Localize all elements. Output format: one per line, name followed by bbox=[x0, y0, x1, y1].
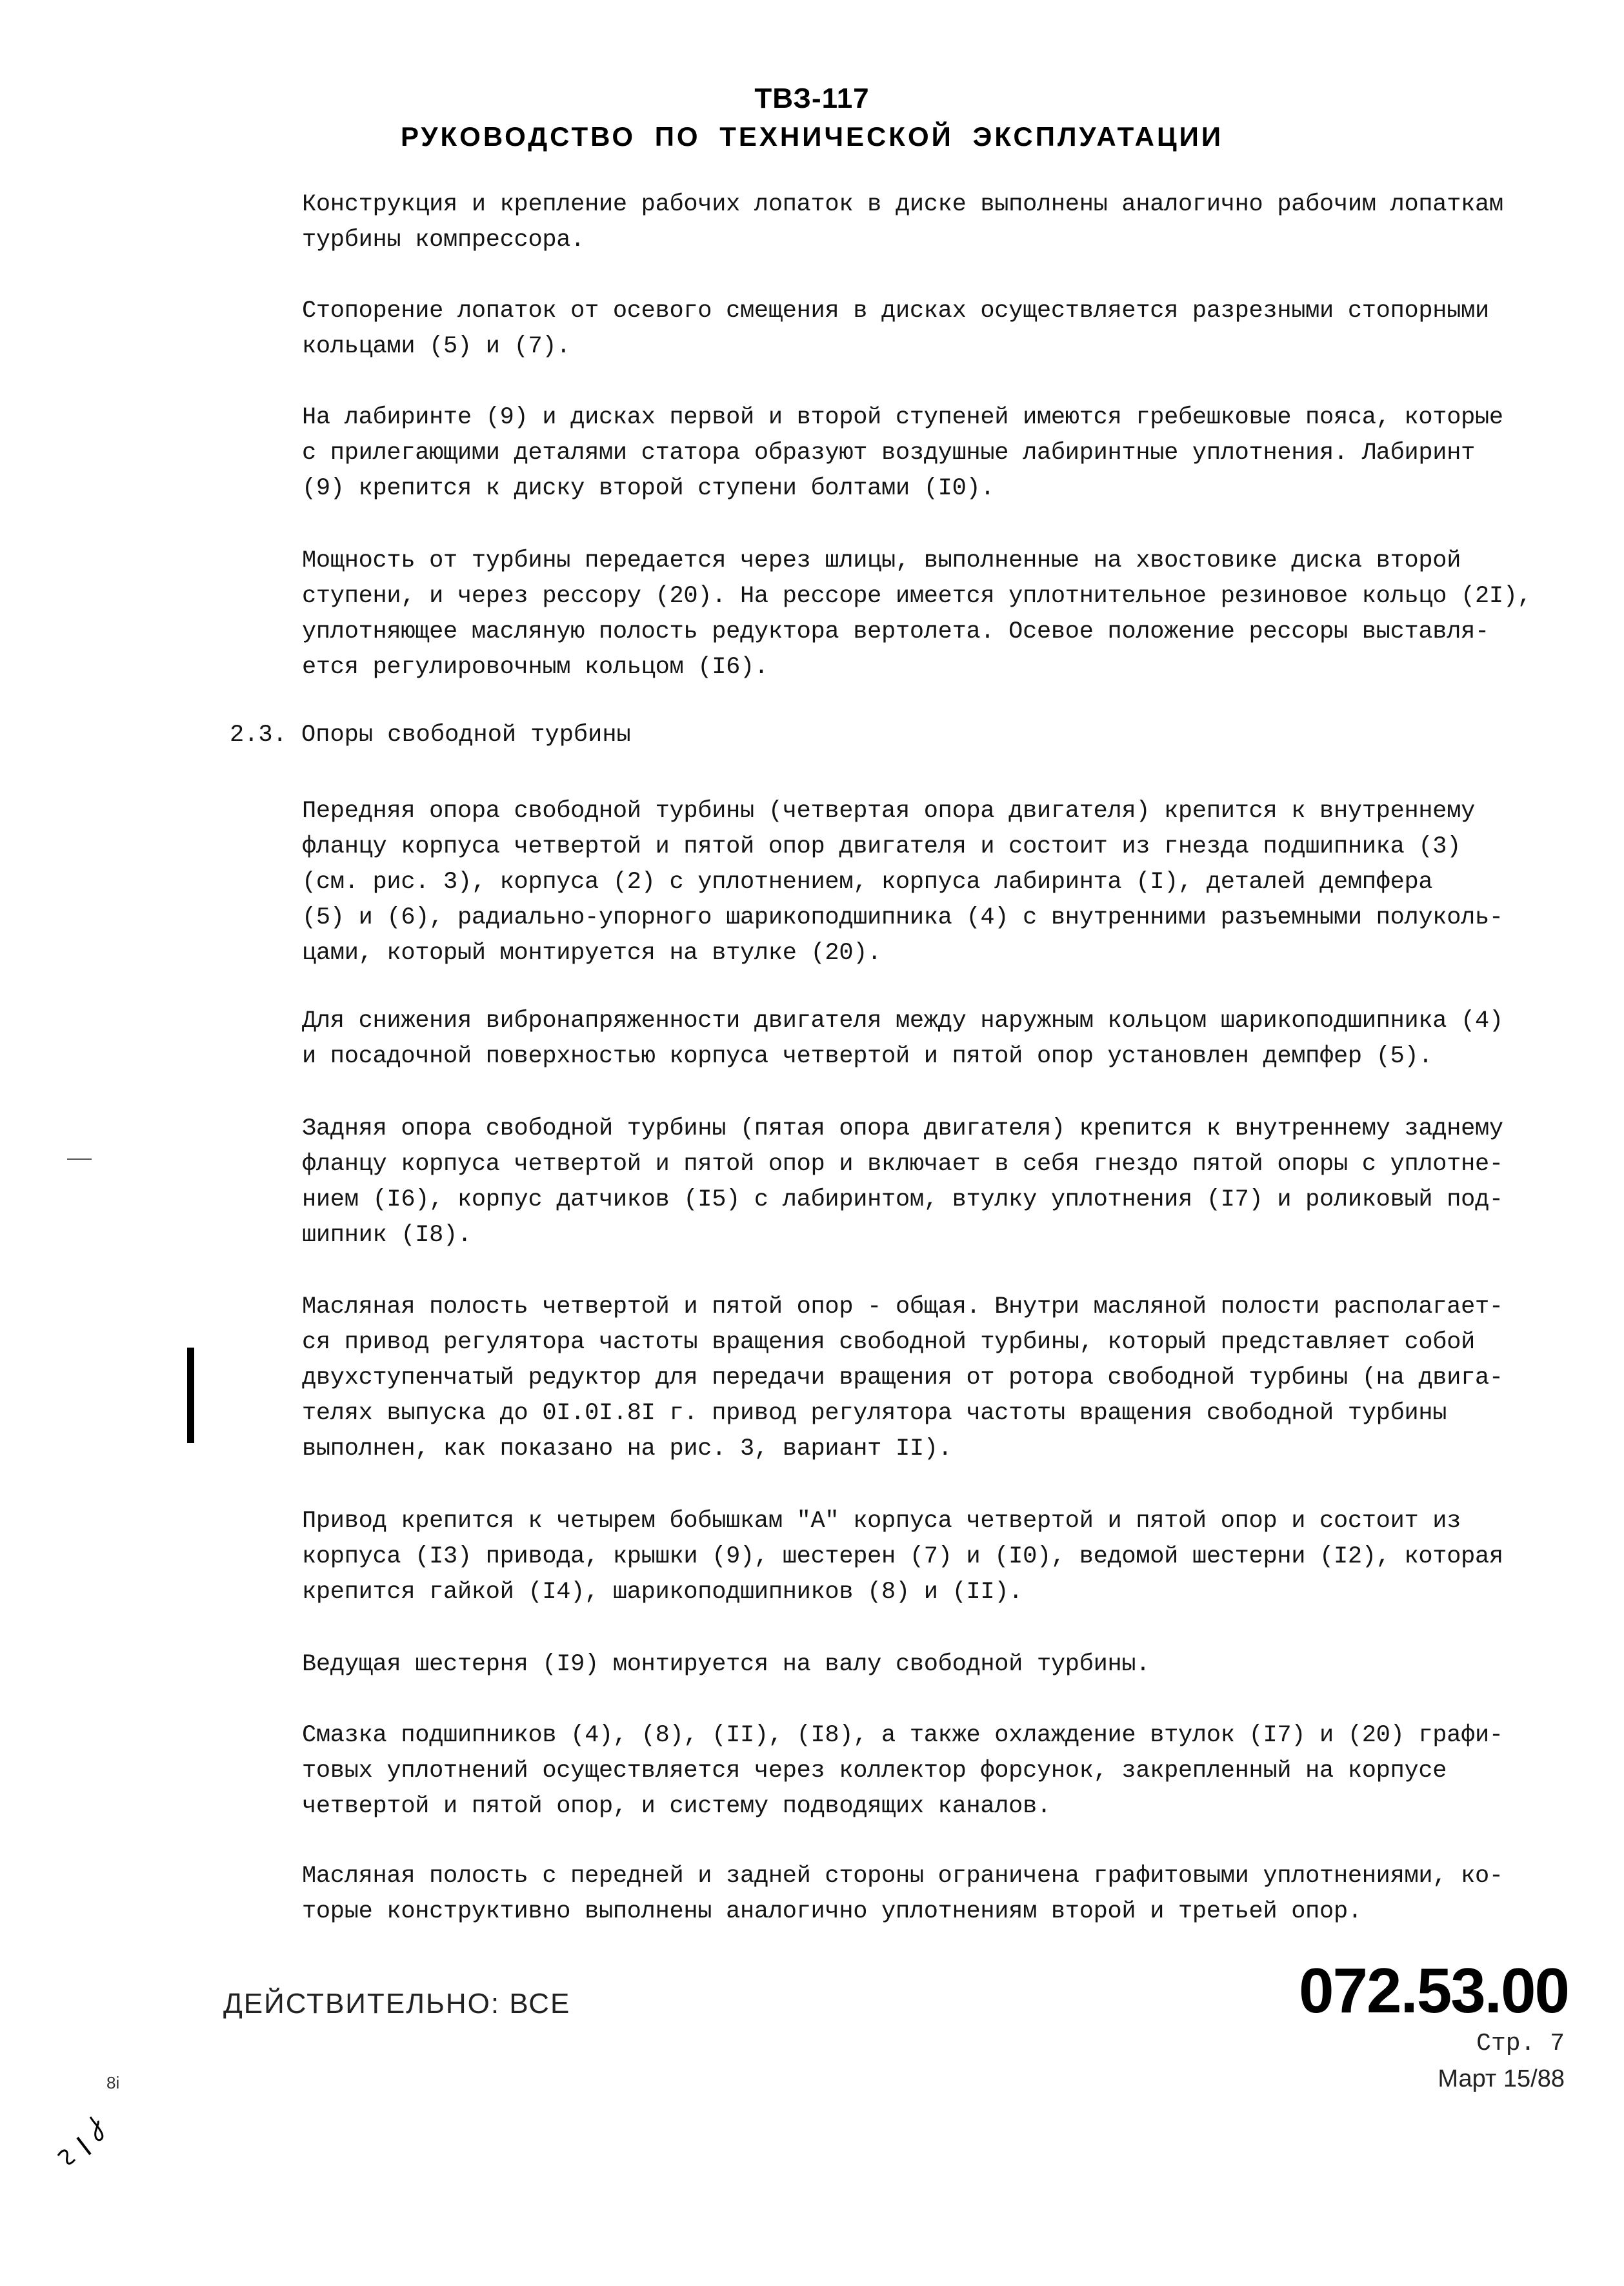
paragraph bbox=[302, 187, 1567, 258]
text-line: кольцами (5) и (7). bbox=[302, 333, 571, 360]
text-line: Масляная полость четвертой и пятой опор - общая. Внутри масляной полости располагает- bbox=[302, 1293, 1503, 1320]
section-heading bbox=[230, 722, 631, 749]
paragraph bbox=[302, 1859, 1567, 1930]
paragraph bbox=[302, 1504, 1567, 1610]
text-line: Смазка подшипников (4), (8), (II), (I8), а также охлаждение втулок (I7) и (20) графи- bbox=[302, 1722, 1503, 1749]
paragraph bbox=[302, 1718, 1567, 1825]
text-line: цами, который монтируется на втулке (20). bbox=[302, 940, 882, 967]
engine-model-heading: ТВЗ-117 bbox=[754, 83, 870, 114]
validity-statement: ДЕЙСТВИТЕЛЬНО: ВСЕ bbox=[223, 1988, 571, 2019]
text-line: ся привод регулятора частоты вращения свободной турбины, который представляет собой bbox=[302, 1329, 1476, 1356]
text-line: выполнен, как показано на рис. 3, вариант II). bbox=[302, 1435, 952, 1462]
paragraph bbox=[302, 1111, 1567, 1253]
revision-date: Март 15/88 bbox=[1438, 2065, 1565, 2092]
text-line: двухступенчатый редуктор для передачи вращения от ротора свободной турбины (на двига- bbox=[302, 1364, 1503, 1391]
paragraph bbox=[302, 794, 1567, 971]
text-line: ступени, и через рессору (20). На рессоре имеется уплотнительное резиновое кольцо (2I), bbox=[302, 583, 1532, 610]
text-line: телях выпуска до 0I.0I.8I г. привод регулятора частоты вращения свободной турбины bbox=[302, 1400, 1447, 1427]
text-line: ется регулировочным кольцом (I6). bbox=[302, 654, 768, 681]
page-number: Стр. 7 bbox=[1476, 2030, 1565, 2058]
text-line: Задняя опора свободной турбины (пятая опора двигателя) крепится к внутреннему заднему bbox=[302, 1115, 1503, 1142]
text-line: Для снижения вибронапряженности двигателя между наружным кольцом шарикоподшипника (4) bbox=[302, 1007, 1503, 1035]
text-line: корпуса (I3) привода, крышки (9), шестерен (7) и (I0), ведомой шестерни (I2), которая bbox=[302, 1543, 1503, 1570]
text-line: и посадочной поверхностью корпуса четвертой и пятой опор установлен демпфер (5). bbox=[302, 1043, 1433, 1070]
margin-dash-mark bbox=[67, 1158, 92, 1160]
paragraph bbox=[302, 1290, 1567, 1467]
revision-bar bbox=[187, 1348, 194, 1443]
text-line: Масляная полость с передней и задней стороны ограничена графитовыми уплотнениями, ко- bbox=[302, 1863, 1503, 1890]
text-line: (5) и (6), радиально-упорного шарикоподшипника (4) с внутренними разъемными полуколь- bbox=[302, 904, 1503, 931]
text-line: (см. рис. 3), корпуса (2) с уплотнением, корпуса лабиринта (I), деталей демпфера bbox=[302, 869, 1433, 896]
text-line: Передняя опора свободной турбины (четвертая опора двигателя) крепится к внутреннему bbox=[302, 798, 1476, 825]
text-line: четвертой и пятой опор, и систему подводящих каналов. bbox=[302, 1793, 1051, 1820]
text-line: Ведущая шестерня (I9) монтируется на валу свободной турбины. bbox=[302, 1651, 1150, 1678]
section-number: 2.3. bbox=[230, 722, 287, 749]
text-line: фланцу корпуса четвертой и пятой опор двигателя и состоит из гнезда подшипника (3) bbox=[302, 833, 1461, 860]
paragraph bbox=[302, 294, 1567, 365]
text-line: крепится гайкой (I4), шарикоподшипников (8) и (II). bbox=[302, 1579, 1023, 1606]
text-line: (9) крепится к диску второй ступени болтами (I0). bbox=[302, 475, 995, 502]
text-line: Привод крепится к четырем бобышкам "А" корпуса четвертой и пятой опор и состоит из bbox=[302, 1508, 1461, 1535]
paragraph bbox=[302, 400, 1567, 507]
text-line: турбины компрессора. bbox=[302, 227, 585, 254]
manual-title-heading: РУКОВОДСТВО ПО ТЕХНИЧЕСКОЙ ЭКСПЛУАТАЦИИ bbox=[400, 121, 1224, 152]
text-line: Мощность от турбины передается через шлицы, выполненные на хвостовике диска второй bbox=[302, 547, 1461, 574]
text-line: фланцу корпуса четвертой и пятой опор и включает в себя гнездо пятой опоры с уплотне- bbox=[302, 1151, 1503, 1178]
section-title: Опоры свободной турбины bbox=[301, 722, 631, 749]
scan-mark: 8i bbox=[106, 2073, 120, 2092]
text-line: шипник (I8). bbox=[302, 1222, 472, 1249]
paragraph bbox=[302, 543, 1567, 685]
handwritten-page-number-icon bbox=[52, 2098, 129, 2175]
paragraph bbox=[302, 1647, 1567, 1683]
document-number: 072.53.00 bbox=[1299, 1955, 1569, 2026]
text-line: нием (I6), корпус датчиков (I5) с лабиринтом, втулку уплотнения (I7) и роликовый под- bbox=[302, 1186, 1503, 1213]
text-line: торые конструктивно выполнены аналогично уплотнениям второй и третьей опор. bbox=[302, 1898, 1362, 1925]
text-line: уплотняющее масляную полость редуктора вертолета. Осевое положение рессоры выставля- bbox=[302, 618, 1489, 645]
text-line: с прилегающими деталями статора образуют воздушные лабиринтные уплотнения. Лабиринт bbox=[302, 440, 1476, 467]
text-line: На лабиринте (9) и дисках первой и второй ступеней имеются гребешковые пояса, которые bbox=[302, 404, 1503, 431]
paragraph bbox=[302, 1004, 1567, 1075]
text-line: Конструкция и крепление рабочих лопаток в диске выполнены аналогично рабочим лопаткам bbox=[302, 191, 1503, 218]
text-line: Стопорение лопаток от осевого смещения в дисках осуществляется разрезными стопорными bbox=[302, 298, 1489, 325]
text-line: товых уплотнений осуществляется через коллектор форсунок, закрепленный на корпусе bbox=[302, 1757, 1447, 1785]
